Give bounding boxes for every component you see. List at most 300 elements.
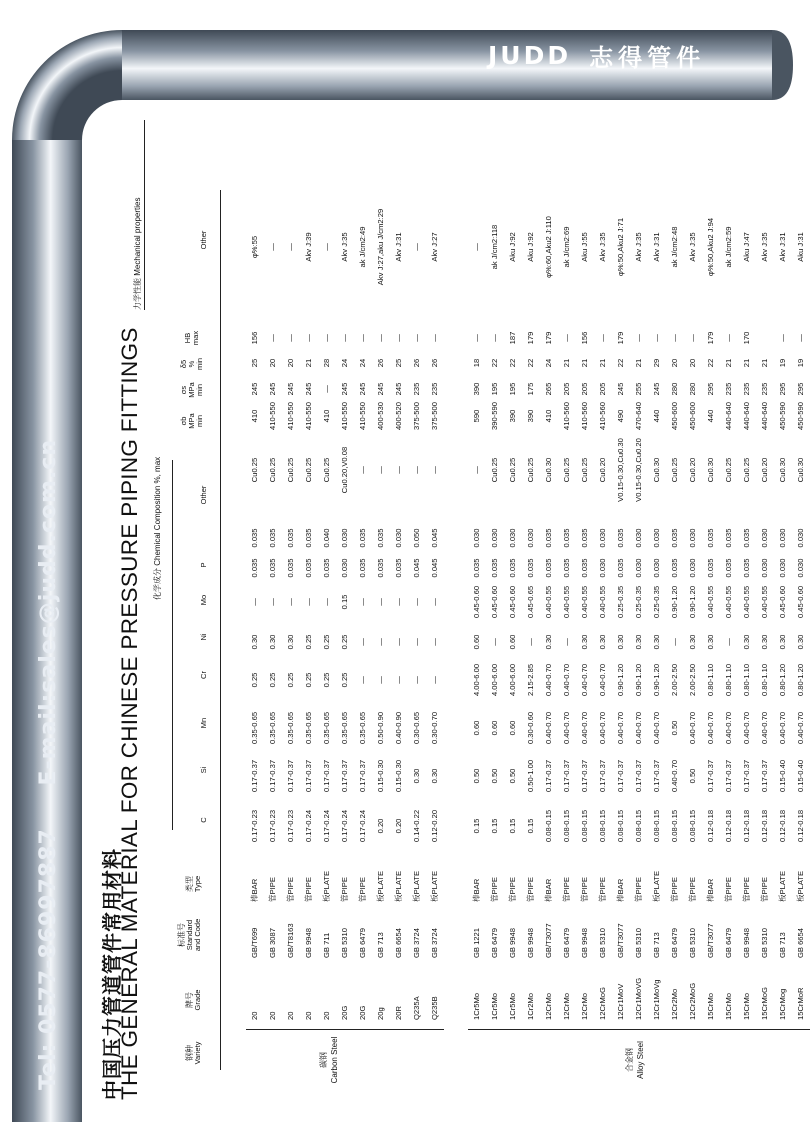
tensile-cell: 410-560 bbox=[562, 402, 571, 430]
yield-cell: 205 bbox=[562, 382, 571, 396]
mechanical-heading-en: Mechanical properties bbox=[133, 197, 142, 276]
mn-cell: 0.35-0.65 bbox=[286, 711, 295, 745]
hardness-cell: — bbox=[304, 334, 313, 342]
type-cell: 板PLATE bbox=[796, 870, 805, 902]
mech-other-cell: Aku J:47 bbox=[742, 232, 751, 262]
grade-cell: 1Cr5Mo bbox=[508, 992, 517, 1020]
standard-cell: GB 5310 bbox=[634, 928, 643, 958]
ni-cell: 0.25 bbox=[340, 634, 349, 650]
yield-cell: 195 bbox=[508, 382, 517, 396]
mo-cell: — bbox=[358, 598, 367, 606]
header-elongation-limit: min bbox=[195, 357, 204, 371]
material-table-sheet bbox=[96, 120, 805, 1100]
c-cell: 0.15 bbox=[508, 818, 517, 834]
header-standard-en2: and Code bbox=[193, 918, 202, 952]
ni-cell: — bbox=[430, 638, 439, 646]
table-row bbox=[558, 120, 576, 1030]
p-cell: 0.035 bbox=[322, 558, 331, 578]
cr-cell: — bbox=[376, 676, 385, 684]
elongation-cell: 21 bbox=[724, 358, 733, 368]
ni-cell: — bbox=[670, 638, 679, 646]
table-row bbox=[774, 120, 792, 1030]
mn-cell: 0.60 bbox=[490, 720, 499, 736]
tensile-cell: 375-500 bbox=[430, 402, 439, 430]
ni-cell: 0.30 bbox=[652, 634, 661, 650]
hardness-cell: — bbox=[724, 334, 733, 342]
c-cell: 0.17-0.24 bbox=[358, 809, 367, 843]
other-cell: Cu0.25 bbox=[526, 457, 535, 483]
type-cell: 板PLATE bbox=[394, 870, 403, 902]
ni-cell: 0.25 bbox=[304, 634, 313, 650]
mech-other-cell: ak J/cm2:69 bbox=[562, 226, 571, 268]
standard-cell: GB 6654 bbox=[394, 928, 403, 958]
mo-cell: 0.45-0.65 bbox=[526, 585, 535, 619]
grade-cell: 15CrMoR bbox=[796, 987, 805, 1020]
header-si: Si bbox=[199, 766, 208, 774]
ni-cell: 0.30 bbox=[580, 634, 589, 650]
mech-other-cell: φ%:60,Aku2 J:110 bbox=[544, 216, 553, 278]
yield-cell: 245 bbox=[268, 382, 277, 396]
tensile-cell: 410-550 bbox=[358, 402, 367, 430]
cr-cell: 4.00-6.00 bbox=[490, 663, 499, 697]
si-cell: 0.17-0.37 bbox=[250, 759, 259, 793]
hardness-cell: — bbox=[376, 334, 385, 342]
grade-cell: 15CrMoG bbox=[760, 987, 769, 1020]
si-cell: 0.15-0.40 bbox=[778, 759, 787, 793]
other-cell: — bbox=[472, 466, 481, 474]
other-cell: Cu0.20 bbox=[598, 457, 607, 483]
grade-cell: 20 bbox=[250, 1011, 259, 1020]
tensile-cell: 390 bbox=[526, 409, 535, 423]
other-cell: Cu0.25 bbox=[670, 457, 679, 483]
standard-cell: GB 713 bbox=[778, 932, 787, 958]
cr-cell: 0.25 bbox=[340, 672, 349, 688]
standard-cell: GB 713 bbox=[376, 932, 385, 958]
header-hardness-symbol: HB bbox=[183, 332, 192, 344]
mo-cell: 0.15 bbox=[340, 594, 349, 610]
mo-cell: — bbox=[268, 598, 277, 606]
yield-cell: — bbox=[322, 385, 331, 393]
p-cell: 0.030 bbox=[688, 558, 697, 578]
header-cr: Cr bbox=[199, 671, 208, 679]
header-tensile-symbol: σb bbox=[179, 416, 188, 426]
si-cell: 0.30 bbox=[412, 768, 421, 784]
yield-cell: 245 bbox=[340, 382, 349, 396]
header-standard-en1: Standard bbox=[185, 919, 194, 951]
ni-cell: 0.30 bbox=[616, 634, 625, 650]
c-cell: 0.17-0.23 bbox=[286, 809, 295, 843]
table-row bbox=[408, 120, 426, 1030]
standard-cell: GB/T3077 bbox=[706, 923, 715, 958]
mn-cell: 0.30-0.60 bbox=[526, 711, 535, 745]
tensile-cell: 410-560 bbox=[598, 402, 607, 430]
other-cell: V0.15-0.30,Cu0.30 bbox=[616, 438, 625, 502]
s-cell: 0.030 bbox=[340, 528, 349, 548]
mn-cell: 0.40-0.70 bbox=[562, 711, 571, 745]
type-cell: 管PIPE bbox=[340, 877, 349, 902]
email-address: E-mail:sales@judd.com.cn bbox=[36, 438, 61, 786]
standard-cell: GB 6479 bbox=[724, 928, 733, 958]
table-row bbox=[318, 120, 336, 1030]
title-chinese: 中国压力管道管件常用材料 bbox=[100, 848, 124, 1100]
ni-cell: 0.60 bbox=[472, 634, 481, 650]
tensile-cell: 390 bbox=[508, 409, 517, 423]
type-cell: 棒BAR bbox=[706, 878, 715, 902]
mech-other-cell: ak J/cm2:48 bbox=[670, 226, 679, 268]
mech-other-cell: Akv J:31 bbox=[394, 232, 403, 262]
ni-cell: 0.30 bbox=[544, 634, 553, 650]
si-cell: 0.17-0.37 bbox=[322, 759, 331, 793]
hardness-cell: — bbox=[268, 334, 277, 342]
standard-cell: GB 6479 bbox=[490, 928, 499, 958]
hardness-cell: 170 bbox=[742, 331, 751, 345]
cr-cell: — bbox=[412, 676, 421, 684]
grade-cell: 12CrMo bbox=[580, 992, 589, 1020]
s-cell: 0.035 bbox=[580, 528, 589, 548]
hardness-cell: — bbox=[688, 334, 697, 342]
brand-chinese-logo: 志得管件 bbox=[589, 43, 706, 72]
header-yield-symbol: σs bbox=[179, 385, 188, 395]
s-cell: 0.035 bbox=[376, 528, 385, 548]
ni-cell: 0.30 bbox=[268, 634, 277, 650]
c-cell: 0.08-0.15 bbox=[580, 809, 589, 843]
mech-other-cell: φ%:50,Aku2 J:71 bbox=[616, 217, 625, 277]
yield-cell: 205 bbox=[598, 382, 607, 396]
yield-cell: 280 bbox=[688, 382, 697, 396]
elongation-cell: 22 bbox=[616, 358, 625, 368]
p-cell: 0.035 bbox=[724, 558, 733, 578]
mech-other-cell: — bbox=[268, 243, 277, 251]
si-cell: 0.15-0.30 bbox=[394, 759, 403, 793]
other-cell: Cu0.20,V0.08 bbox=[340, 446, 349, 494]
elongation-cell: 20 bbox=[670, 358, 679, 368]
s-cell: 0.035 bbox=[268, 528, 277, 548]
elongation-cell: 24 bbox=[340, 358, 349, 368]
other-cell: — bbox=[430, 466, 439, 474]
s-cell: 0.030 bbox=[394, 528, 403, 548]
c-cell: 0.12-0.18 bbox=[706, 809, 715, 843]
yield-cell: 245 bbox=[304, 382, 313, 396]
mn-cell: 0.40-0.70 bbox=[652, 711, 661, 745]
c-cell: 0.12-0.18 bbox=[778, 809, 787, 843]
grade-cell: 1Cr5Mo bbox=[490, 992, 499, 1020]
type-cell: 管PIPE bbox=[562, 877, 571, 902]
yield-cell: 205 bbox=[580, 382, 589, 396]
cr-cell: — bbox=[430, 676, 439, 684]
other-cell: V0.15-0.30,Cu0.20 bbox=[634, 438, 643, 502]
hardness-cell: — bbox=[340, 334, 349, 342]
c-cell: 0.12-0.18 bbox=[796, 809, 805, 843]
table-row bbox=[738, 120, 756, 1030]
type-cell: 管PIPE bbox=[724, 877, 733, 902]
mn-cell: 0.40-0.70 bbox=[760, 711, 769, 745]
ni-cell: — bbox=[490, 638, 499, 646]
elongation-cell: 26 bbox=[376, 358, 385, 368]
p-cell: 0.035 bbox=[670, 558, 679, 578]
header-variety-en: Variety bbox=[193, 1041, 202, 1065]
c-cell: 0.08-0.15 bbox=[634, 809, 643, 843]
table-row bbox=[684, 120, 702, 1030]
header-rule bbox=[220, 190, 221, 1070]
hardness-cell: 156 bbox=[580, 331, 589, 345]
hardness-cell: — bbox=[598, 334, 607, 342]
mech-other-cell: ak J/cm2:118 bbox=[490, 224, 499, 270]
elongation-cell: 20 bbox=[688, 358, 697, 368]
cr-cell: 0.25 bbox=[286, 672, 295, 688]
type-cell: 管PIPE bbox=[268, 877, 277, 902]
s-cell: 0.030 bbox=[508, 528, 517, 548]
chemical-section-heading bbox=[152, 457, 163, 600]
mo-cell: 0.45-0.60 bbox=[490, 585, 499, 619]
ni-cell: 0.30 bbox=[598, 634, 607, 650]
hardness-cell: — bbox=[796, 334, 805, 342]
p-cell: 0.030 bbox=[598, 558, 607, 578]
c-cell: 0.08-0.15 bbox=[616, 809, 625, 843]
grade-cell: 1Cr2Mo bbox=[526, 992, 535, 1020]
yield-cell: 235 bbox=[742, 382, 751, 396]
table-row bbox=[594, 120, 612, 1030]
hardness-cell: 179 bbox=[526, 331, 535, 345]
grade-cell: 20G bbox=[340, 1005, 349, 1020]
tensile-cell: 400-520 bbox=[394, 402, 403, 430]
si-cell: 0.17-0.37 bbox=[286, 759, 295, 793]
cr-cell: — bbox=[358, 676, 367, 684]
mn-cell: 0.40-0.70 bbox=[634, 711, 643, 745]
type-cell: 板PLATE bbox=[652, 870, 661, 902]
hardness-cell: — bbox=[394, 334, 403, 342]
mech-other-cell: Akv J:35 bbox=[688, 232, 697, 262]
grade-cell: 20 bbox=[322, 1011, 331, 1020]
c-cell: 0.08-0.15 bbox=[670, 809, 679, 843]
other-cell: Cu0.25 bbox=[562, 457, 571, 483]
alloy-steel-label-en: Alloy Steel bbox=[636, 1041, 645, 1079]
s-cell: 0.035 bbox=[616, 528, 625, 548]
ni-cell: — bbox=[724, 638, 733, 646]
other-cell: Cu0.25 bbox=[250, 457, 259, 483]
s-cell: 0.035 bbox=[742, 528, 751, 548]
cr-cell: 0.80-1.20 bbox=[778, 663, 787, 697]
s-cell: 0.040 bbox=[322, 528, 331, 548]
mn-cell: 0.35-0.65 bbox=[340, 711, 349, 745]
header-hardness bbox=[184, 323, 200, 353]
c-cell: 0.08-0.15 bbox=[562, 809, 571, 843]
cr-cell: 0.80-1.10 bbox=[706, 663, 715, 697]
cr-cell: 2.15-2.85 bbox=[526, 663, 535, 697]
elongation-cell: 21 bbox=[304, 358, 313, 368]
mn-cell: 0.30-0.65 bbox=[412, 711, 421, 745]
other-cell: Cu0.25 bbox=[322, 457, 331, 483]
c-cell: 0.08-0.15 bbox=[544, 809, 553, 843]
ni-cell: 0.30 bbox=[688, 634, 697, 650]
s-cell: 0.035 bbox=[250, 528, 259, 548]
mech-other-cell: ak J/cm2:59 bbox=[724, 226, 733, 268]
ni-cell: — bbox=[394, 638, 403, 646]
tensile-cell: 590 bbox=[472, 409, 481, 423]
tensile-cell: 450-590 bbox=[796, 402, 805, 430]
type-cell: 管PIPE bbox=[490, 877, 499, 902]
mn-cell: 0.35-0.65 bbox=[268, 711, 277, 745]
ni-cell: 0.60 bbox=[508, 634, 517, 650]
mech-other-cell: Akv J:31 bbox=[652, 232, 661, 262]
mo-cell: — bbox=[376, 598, 385, 606]
cr-cell: 2.00-2.50 bbox=[688, 663, 697, 697]
table-row bbox=[612, 120, 630, 1030]
table-row bbox=[522, 120, 540, 1030]
mo-cell: 0.45-0.60 bbox=[796, 585, 805, 619]
type-cell: 管PIPE bbox=[286, 877, 295, 902]
other-cell: Cu0.25 bbox=[580, 457, 589, 483]
header-tensile-unit: MPa bbox=[187, 413, 196, 429]
ni-cell: — bbox=[562, 638, 571, 646]
mn-cell: 0.35-0.65 bbox=[250, 711, 259, 745]
mo-cell: 0.40-0.55 bbox=[724, 585, 733, 619]
yield-cell: 235 bbox=[760, 382, 769, 396]
mn-cell: 0.35-0.65 bbox=[322, 711, 331, 745]
mn-cell: 0.40-0.70 bbox=[616, 711, 625, 745]
hardness-cell: 179 bbox=[706, 331, 715, 345]
type-cell: 管PIPE bbox=[742, 877, 751, 902]
mech-other-cell: Akv J:35 bbox=[340, 232, 349, 262]
grade-cell: 15CrMo bbox=[706, 992, 715, 1020]
p-cell: 0.035 bbox=[376, 558, 385, 578]
p-cell: 0.035 bbox=[358, 558, 367, 578]
standard-cell: GB 5310 bbox=[760, 928, 769, 958]
p-cell: 0.030 bbox=[760, 558, 769, 578]
mechanical-heading-cn: 力学性能 bbox=[133, 278, 142, 310]
header-type-cn: 类型 bbox=[185, 876, 194, 892]
c-cell: 0.17-0.23 bbox=[268, 809, 277, 843]
mo-cell: 0.45-0.60 bbox=[778, 585, 787, 619]
yield-cell: 235 bbox=[430, 382, 439, 396]
header-type bbox=[186, 864, 202, 904]
p-cell: 0.030 bbox=[634, 558, 643, 578]
mo-cell: 0.25-0.35 bbox=[634, 585, 643, 619]
other-cell: Cu0.30 bbox=[706, 457, 715, 483]
header-yield-limit: min bbox=[195, 383, 204, 397]
hardness-cell: 156 bbox=[250, 331, 259, 345]
tensile-cell: 410 bbox=[250, 409, 259, 423]
standard-cell: GB 6654 bbox=[796, 928, 805, 958]
elongation-cell: 18 bbox=[472, 358, 481, 368]
chemical-heading-rule bbox=[172, 460, 173, 830]
ni-cell: 0.25 bbox=[322, 634, 331, 650]
yield-cell: 235 bbox=[724, 382, 733, 396]
mn-cell: 0.40-0.90 bbox=[394, 711, 403, 745]
cr-cell: 0.25 bbox=[250, 672, 259, 688]
header-standard-cn: 标准号 bbox=[177, 923, 186, 947]
standard-cell: GB 6479 bbox=[358, 928, 367, 958]
c-cell: 0.17-0.24 bbox=[322, 809, 331, 843]
mech-other-cell: Aku J:92 bbox=[508, 232, 517, 262]
table-row bbox=[666, 120, 684, 1030]
elongation-cell: 25 bbox=[394, 358, 403, 368]
elongation-cell: 22 bbox=[706, 358, 715, 368]
cr-cell: 0.25 bbox=[304, 672, 313, 688]
table-row bbox=[390, 120, 408, 1030]
yield-cell: 245 bbox=[358, 382, 367, 396]
si-cell: 0.17-0.37 bbox=[358, 759, 367, 793]
other-cell: Cu0.30 bbox=[544, 457, 553, 483]
c-cell: 0.08-0.15 bbox=[652, 809, 661, 843]
grade-cell: 12Cr2MoG bbox=[688, 982, 697, 1020]
p-cell: 0.035 bbox=[580, 558, 589, 578]
s-cell: 0.030 bbox=[688, 528, 697, 548]
contact-bar bbox=[34, 10, 64, 1090]
mn-cell: 0.50 bbox=[670, 720, 679, 736]
header-grade bbox=[186, 980, 202, 1020]
grade-cell: Q235A bbox=[412, 996, 421, 1020]
mo-cell: — bbox=[250, 598, 259, 606]
table-row bbox=[468, 120, 486, 1030]
yield-cell: 280 bbox=[670, 382, 679, 396]
other-cell: Cu0.30 bbox=[796, 457, 805, 483]
c-cell: 0.20 bbox=[376, 818, 385, 834]
grade-cell: 12Cr2Mo bbox=[670, 988, 679, 1020]
c-cell: 0.20 bbox=[394, 818, 403, 834]
type-cell: 板PLATE bbox=[430, 870, 439, 902]
chemical-heading-cn: 化学成分 bbox=[153, 568, 162, 600]
c-cell: 0.08-0.15 bbox=[688, 809, 697, 843]
hardness-cell: — bbox=[652, 334, 661, 342]
table-row bbox=[630, 120, 648, 1030]
header-mn: Mn bbox=[199, 717, 208, 729]
mn-cell: 0.30-0.70 bbox=[430, 711, 439, 745]
cr-cell: 0.80-1.10 bbox=[724, 663, 733, 697]
ni-cell: 0.30 bbox=[742, 634, 751, 650]
mo-cell: — bbox=[394, 598, 403, 606]
grade-cell: 20 bbox=[304, 1011, 313, 1020]
header-tensile bbox=[180, 406, 204, 436]
mn-cell: 0.40-0.70 bbox=[688, 711, 697, 745]
type-cell: 板PLATE bbox=[322, 870, 331, 902]
standard-cell: GB 6479 bbox=[670, 928, 679, 958]
type-cell: 管PIPE bbox=[688, 877, 697, 902]
standard-cell: GB 5310 bbox=[688, 928, 697, 958]
ni-cell: 0.30 bbox=[286, 634, 295, 650]
type-cell: 管PIPE bbox=[598, 877, 607, 902]
standard-cell: GB 3724 bbox=[412, 928, 421, 958]
grade-cell: 1Cr5Mo bbox=[472, 992, 481, 1020]
s-cell: 0.035 bbox=[724, 528, 733, 548]
yield-cell: 245 bbox=[286, 382, 295, 396]
type-cell: 板PLATE bbox=[376, 870, 385, 902]
ni-cell: 0.30 bbox=[796, 634, 805, 650]
mech-other-cell: — bbox=[322, 243, 331, 251]
header-hardness-limit: max bbox=[191, 330, 200, 346]
si-cell: 0.17-0.37 bbox=[634, 759, 643, 793]
si-cell: 0.50 bbox=[508, 768, 517, 784]
mech-other-cell: φ%:50,Aku2 J:94 bbox=[706, 217, 715, 277]
elongation-cell: 22 bbox=[526, 358, 535, 368]
c-cell: 0.14-0.22 bbox=[412, 809, 421, 843]
mo-cell: — bbox=[304, 598, 313, 606]
hardness-cell: — bbox=[322, 334, 331, 342]
type-cell: 管PIPE bbox=[358, 877, 367, 902]
yield-cell: 265 bbox=[544, 382, 553, 396]
mo-cell: — bbox=[430, 598, 439, 606]
standard-cell: GB 1221 bbox=[472, 928, 481, 958]
elongation-cell: 21 bbox=[634, 358, 643, 368]
cr-cell: 0.80-1.20 bbox=[796, 663, 805, 697]
p-cell: 0.030 bbox=[340, 558, 349, 578]
p-cell: 0.035 bbox=[544, 558, 553, 578]
p-cell: 0.035 bbox=[472, 558, 481, 578]
yield-cell: 235 bbox=[412, 382, 421, 396]
p-cell: 0.035 bbox=[268, 558, 277, 578]
mo-cell: 0.45-0.60 bbox=[472, 585, 481, 619]
standard-cell: GB 711 bbox=[322, 932, 331, 958]
yield-cell: 175 bbox=[526, 382, 535, 396]
